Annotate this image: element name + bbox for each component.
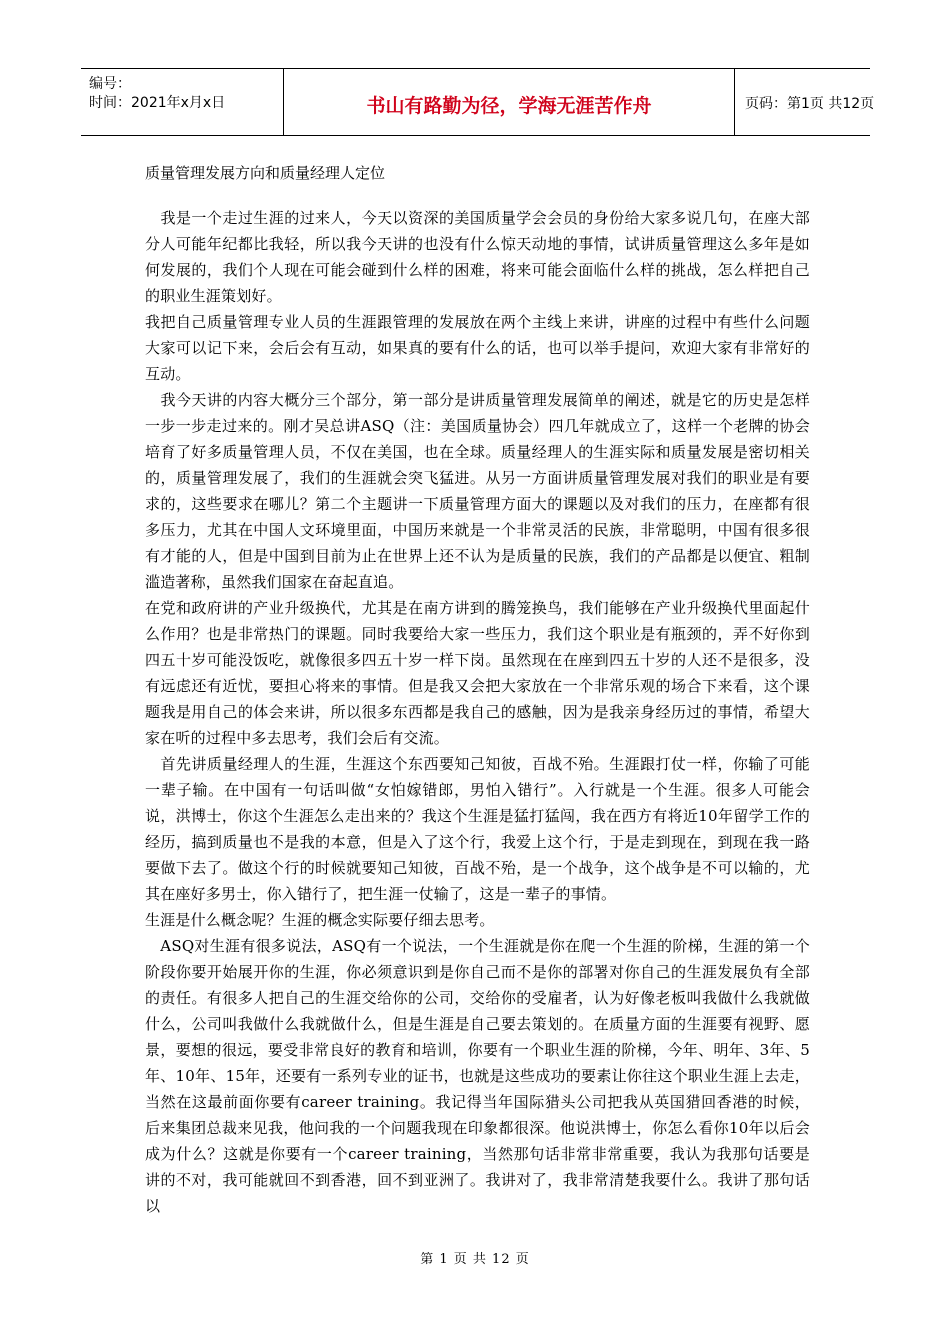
paragraph: ASQ对生涯有很多说法，ASQ有一个说法，一个生涯就是你在爬一个生涯的阶梯，生涯的第一个阶段你要开始展开你的生涯，你必须意识到是你自己而不是你的部署对你自己的生涯发展负有全部的责任。有很多人把自己的生涯交给你的公司，交给你的受雇者，认为好像老板叫我做什么我就做什么，公司叫我做什么我就做什么，但是生涯是自己要去策划的。在质量方面的生涯要有视野、愿景，要想的很远，要受非常良好的教育和培训，你要有一个职业生涯的阶梯，今年、明年、3年、5年、10年、15年，还要有一系列专业的证书，也就是这些成功的要素让你往这个职业生涯上去走，当然在这最前面你要有career training。我记得当年国际猎头公司把我从英国猎回香港的时候，后来集团总裁来见我，他问我的一个问题我现在印象都很深。他说洪博士，你怎么看你10年以后会成为什么？这就是你要有一个career training，当然那句话非常非常重要，我认为我那句话要是讲的不对，我可能就回不到香港，回不到亚洲了。我讲对了，我非常清楚我要什么。我讲了那句话以 bbox=[145, 937, 810, 1215]
document-date-label: 时间：2021年x月x日 bbox=[89, 95, 226, 111]
paragraph: 在党和政府讲的产业升级换代，尤其是在南方讲到的腾笼换鸟，我们能够在产业升级换代里面起什么作用？也是非常热门的课题。同时我要给大家一些压力，我们这个职业是有瓶颈的，弄不好你到四五十岁可能没饭吃，就像很多四五十岁一样下岗。虽然现在在座到四五十岁的人还不是很多，没有远虑还有近忧，要担心将来的事情。但是我又会把大家放在一个非常乐观的场合下来看，这个课题我是用自己的体会来讲，所以很多东西都是我自己的感触，因为是我亲身经历过的事情，希望大家在听的过程中多去思考，我们会后有交流。 bbox=[145, 599, 810, 747]
document-number-label: 编号： bbox=[89, 76, 131, 92]
header-motto: 书山有路勤为径，学海无涯苦作舟 bbox=[366, 95, 652, 117]
header-motto-cell bbox=[283, 69, 735, 135]
header-left-cell bbox=[81, 69, 283, 135]
paragraph: 生涯是什么概念呢？生涯的概念实际要仔细去思考。 bbox=[145, 911, 495, 929]
paragraph: 我是一个走过生涯的过来人，今天以资深的美国质量学会会员的身份给大家多说几句，在座大部分人可能年纪都比我轻，所以我今天讲的也没有什么惊天动地的事情，试讲质量管理这么多年是如何发展的，我们个人现在可能会碰到什么样的困难，将来可能会面临什么样的挑战，怎么样把自己的职业生涯策划好。 bbox=[145, 209, 810, 305]
paragraph: 我今天讲的内容大概分三个部分，第一部分是讲质量管理发展简单的阐述，就是它的历史是怎样一步一步走过来的。刚才吴总讲ASQ（注：美国质量协会）四几年就成立了，这样一个老牌的协会培育了好多质量管理人员，不仅在美国，也在全球。质量经理人的生涯实际和质量发展是密切相关的，质量管理发展了，我们的生涯就会突飞猛进。从另一方面讲质量管理发展对我们的职业是有要求的，这些要求在哪儿？第二个主题讲一下质量管理方面大的课题以及对我们的压力，在座都有很多压力，尤其在中国人文环境里面，中国历来就是一个非常灵活的民族，非常聪明，中国有很多很有才能的人，但是中国到目前为止在世界上还不认为是质量的民族，我们的产品都是以便宜、粗制滥造著称，虽然我们国家在奋起直追。 bbox=[145, 391, 810, 591]
paragraph: 首先讲质量经理人的生涯，生涯这个东西要知己知彼，百战不殆。生涯跟打仗一样，你输了可能一辈子输。在中国有一句话叫做“女怕嫁错郎，男怕入错行”。入行就是一个生涯。很多人可能会说，洪博士，你这个生涯怎么走出来的？我这个生涯是猛打猛闯，我在西方有将近10年留学工作的经历，搞到质量也不是我的本意，但是入了这个行，我爱上这个行，于是走到现在，到现在我一路要做下去了。做这个行的时候就要知己知彼，百战不殆，是一个战争，这个战争是不可以输的，尤其在座好多男士，你入错行了，把生涯一仗输了，这是一辈子的事情。 bbox=[145, 755, 810, 903]
paragraph: 我把自己质量管理专业人员的生涯跟管理的发展放在两个主线上来讲，讲座的过程中有些什么问题大家可以记下来，会后会有互动，如果真的要有什么的话，也可以举手提问，欢迎大家有非常好的互动。 bbox=[145, 313, 810, 383]
header-page-cell bbox=[735, 69, 875, 135]
document-body bbox=[145, 205, 810, 1219]
header-table bbox=[81, 68, 875, 136]
document-title: 质量管理发展方向和质量经理人定位 bbox=[145, 164, 386, 182]
header-page-number: 页码：第1页 共12页 bbox=[745, 96, 875, 112]
page-footer: 第 1 页 共 12 页 bbox=[420, 1252, 530, 1267]
